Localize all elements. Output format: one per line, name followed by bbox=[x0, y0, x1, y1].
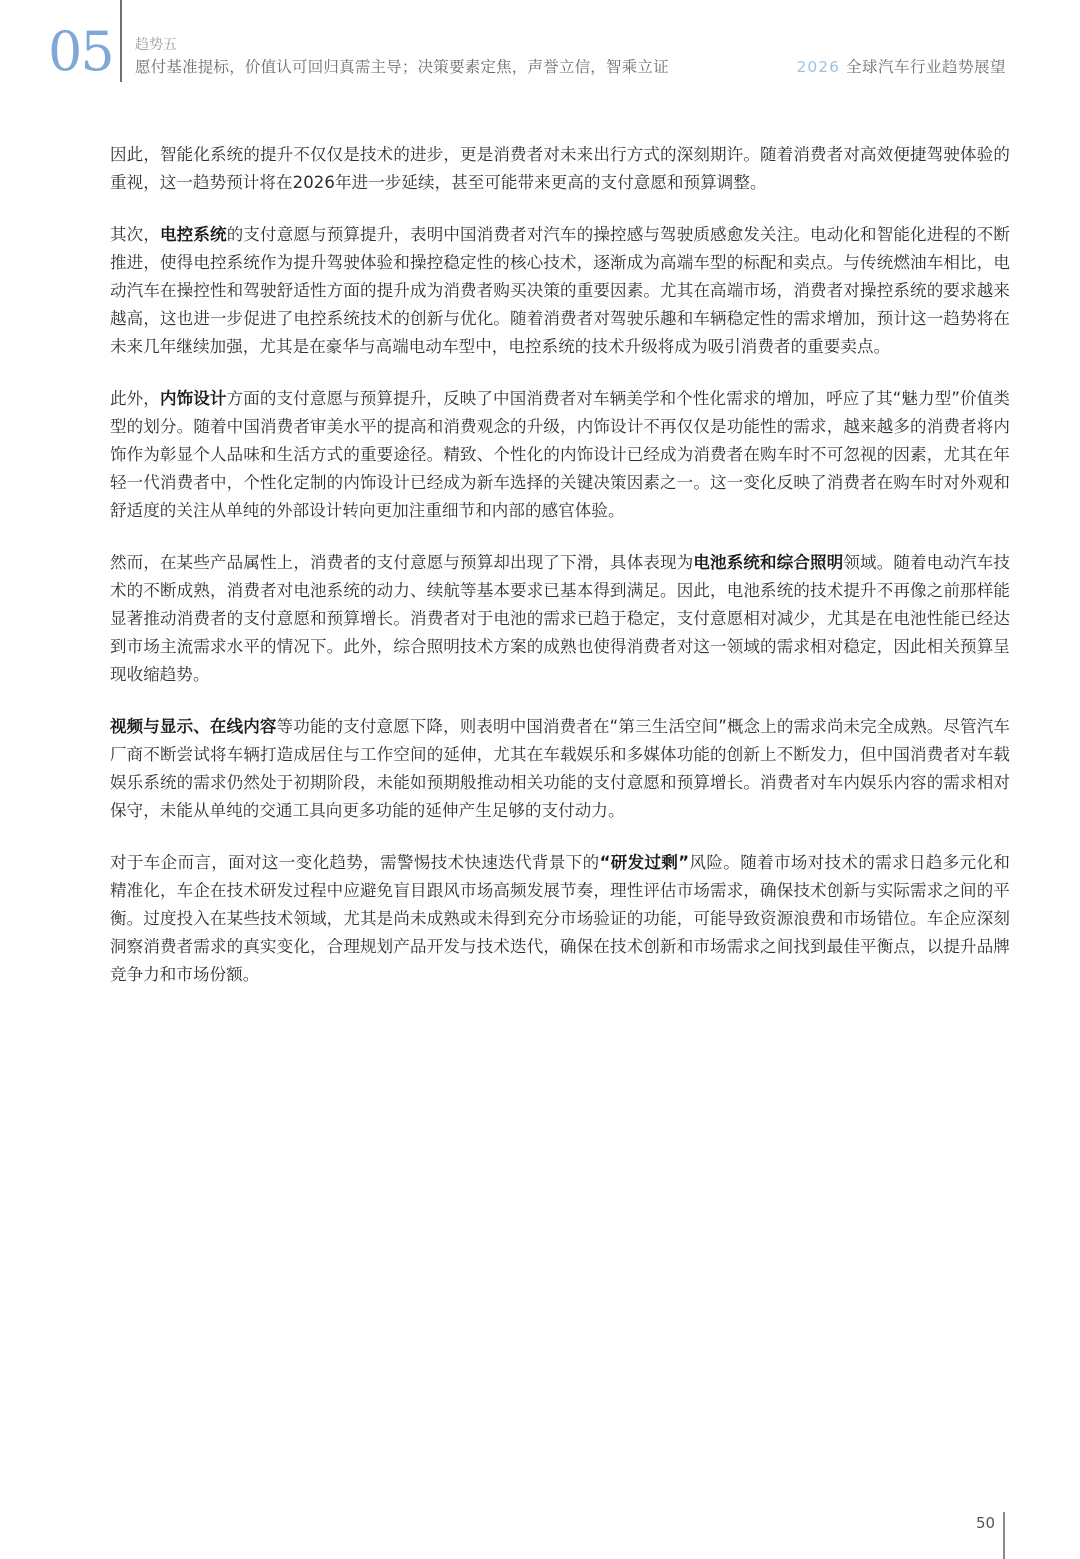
article-body bbox=[110, 141, 1010, 1013]
paragraph bbox=[110, 221, 1010, 361]
paragraph bbox=[110, 141, 1010, 197]
paragraph-text: 然而，在某些产品属性上，消费者的支付意愿与预算却出现了下滑，具体表现为 bbox=[110, 553, 694, 572]
page-number-divider bbox=[1003, 1512, 1005, 1559]
chapter-number: 05 bbox=[48, 20, 113, 83]
trend-title: 愿付基准提标，价值认可回归真需主导；决策要素定焦，声誉立信，智乘立证 bbox=[135, 58, 669, 76]
paragraph-text: 风险。随着市场对技术的需求日趋多元化和精准化，车企在技术研发过程中应避免盲目跟风市场高频发展节奏，理性评估市场需求，确保技术创新与实际需求之间的平衡。过度投入在某些技术领域，尤其是尚未成熟或未得到充分市场验证的功能，可能导致资源浪费和市场错位。车企应深刻洞察消费者需求的真实变化，合理规划产品开发与技术迭代，确保在技术创新和市场需求之间找到最佳平衡点，以提升品牌竞争力和市场份额。 bbox=[110, 853, 1011, 984]
emphasis-term: “研发过剩” bbox=[599, 853, 690, 872]
paragraph bbox=[110, 849, 1010, 989]
emphasis-term: 电池系统和综合照明 bbox=[693, 553, 844, 572]
paragraph-text: 因此，智能化系统的提升不仅仅是技术的进步，更是消费者对未来出行方式的深刻期许。随着消费者对高效便捷驾驶体验的重视，这一趋势预计将在2026年进一步延续，甚至可能带来更高的支付意愿和预算调整。 bbox=[110, 145, 1010, 192]
paragraph-text: 领域。随着电动汽车技术的不断成熟，消费者对电池系统的动力、续航等基本要求已基本得到满足。因此，电池系统的技术提升不再像之前那样能显著推动消费者的支付意愿和预算增长。消费者对于电池的需求已趋于稳定，支付意愿相对减少，尤其是在电池性能已经达到市场主流需求水平的情况下。此外，综合照明技术方案的成熟也使得消费者对这一领域的需求相对稳定，因此相关预算呈现收缩趋势。 bbox=[110, 553, 1011, 684]
page-header bbox=[0, 0, 1080, 100]
header-divider bbox=[120, 0, 122, 82]
paragraph-text: 其次， bbox=[110, 225, 161, 244]
paragraph bbox=[110, 713, 1010, 825]
emphasis-term: 视频与显示、在线内容 bbox=[110, 717, 277, 736]
paragraph bbox=[110, 385, 1010, 525]
report-year: 2026 bbox=[796, 58, 840, 76]
report-title bbox=[797, 57, 1006, 77]
emphasis-term: 电控系统 bbox=[160, 225, 227, 244]
emphasis-term: 内饰设计 bbox=[159, 389, 227, 408]
paragraph-text: 此外， bbox=[110, 389, 160, 408]
paragraph-text: 的支付意愿与预算提升，表明中国消费者对汽车的操控感与驾驶质感愈发关注。电动化和智能化进程的不断推进，使得电控系统作为提升驾驶体验和操控稳定性的核心技术，逐渐成为高端车型的标配和卖点。与传统燃油车相比，电动汽车在操控性和驾驶舒适性方面的提升成为消费者购买决策的重要因素。尤其在高端市场，消费者对操控系统的要求越来越高，这也进一步促进了电控系统技术的创新与优化。随着消费者对驾驶乐趣和车辆稳定性的需求增加，预计这一趋势将在未来几年继续加强，尤其是在豪华与高端电动车型中，电控系统的技术升级将成为吸引消费者的重要卖点。 bbox=[110, 225, 1010, 356]
paragraph-text: 等功能的支付意愿下降，则表明中国消费者在“第三生活空间”概念上的需求尚未完全成熟。尽管汽车厂商不断尝试将车辆打造成居住与工作空间的延伸，尤其在车载娱乐和多媒体功能的创新上不断发力，但中国消费者对车载娱乐系统的需求仍然处于初期阶段，未能如预期般推动相关功能的支付意愿和预算增长。消费者对车内娱乐内容的需求相对保守，未能从单纯的交通工具向更多功能的延伸产生足够的支付动力。 bbox=[110, 717, 1010, 820]
report-title-text: 全球汽车行业趋势展望 bbox=[845, 58, 1006, 76]
page-number: 50 bbox=[976, 1514, 996, 1532]
paragraph-text: 方面的支付意愿与预算提升，反映了中国消费者对车辆美学和个性化需求的增加，呼应了其“魅力型”价值类型的划分。随着中国消费者审美水平的提高和消费观念的升级，内饰设计不再仅仅是功能性的需求，越来越多的消费者将内饰作为彰显个人品味和生活方式的重要途径。精致、个性化的内饰设计已经成为消费者在购车时不可忽视的因素，尤其在年轻一代消费者中，个性化定制的内饰设计已经成为新车选择的关键决策因素之一。这一变化反映了消费者在购车时对外观和舒适度的关注从单纯的外部设计转向更加注重细节和内部的感官体验。 bbox=[110, 389, 1010, 520]
paragraph bbox=[110, 549, 1010, 689]
trend-label: 趋势五 bbox=[135, 37, 177, 53]
paragraph-text: 对于车企而言，面对这一变化趋势，需警惕技术快速迭代背景下的 bbox=[110, 853, 600, 872]
